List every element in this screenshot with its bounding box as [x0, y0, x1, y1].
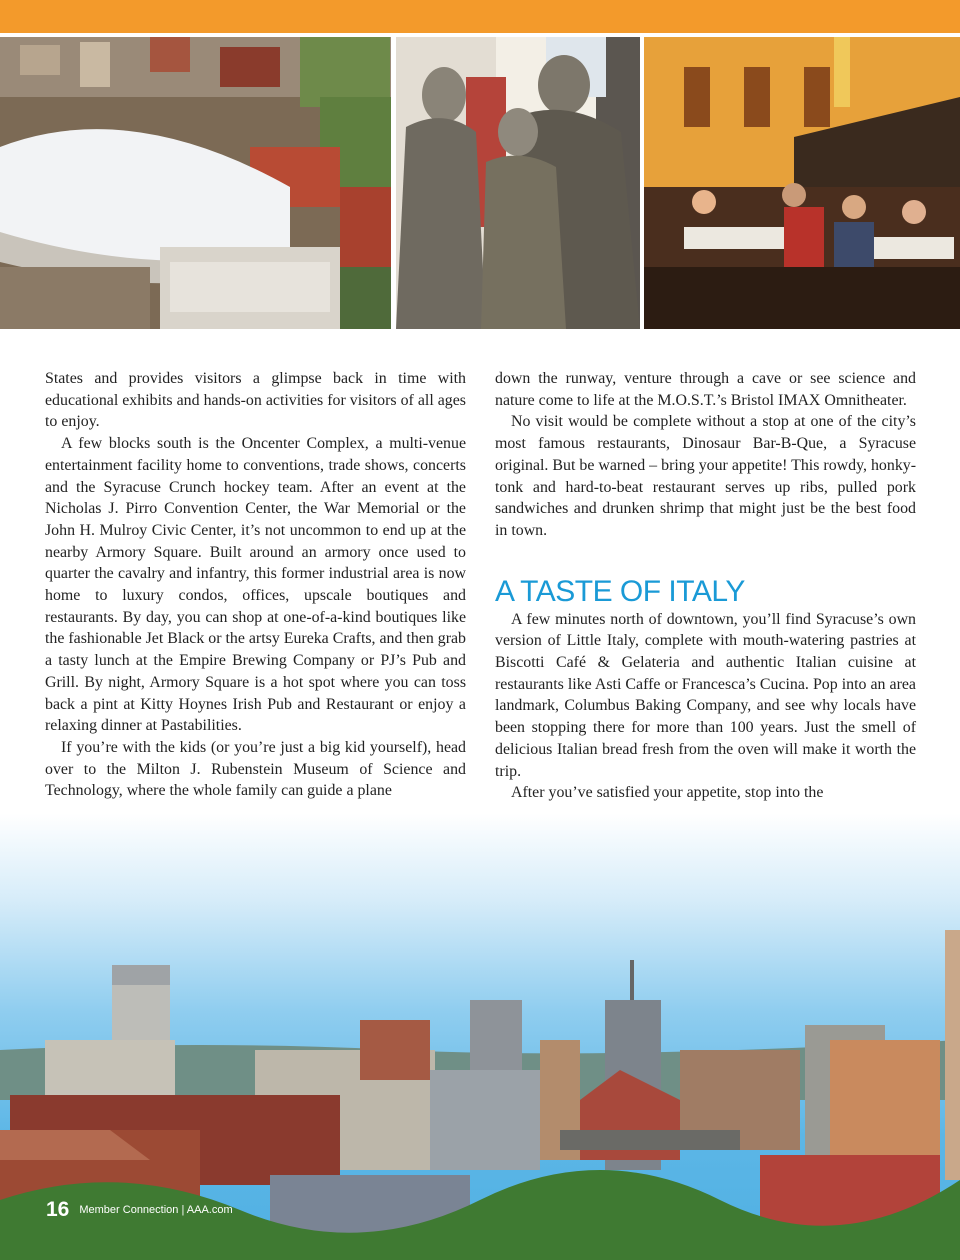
- article-paragraph: A few minutes north of downtown, you’ll find Syracuse’s own version of Little Italy, complete with mouth-watering pastries at Biscotti Café & Gelateria and authentic Italian cuisine at restaurants like Asti Caffe or Francesca’s Cucina. Pop into an area landmark, Columbus Baking Company, and see why locals have been stopping there for more than 100 years. Just the smell of delicious Italian bread fresh from the oven will make it worth the trip.: [495, 610, 916, 780]
- article-paragraph: No visit would be complete without a stop at one of the city’s most famous restaurants, Dinosaur Bar-B-Que, a Syracuse original. But be warned – bring your appetite! This rowdy, honky-tonk and hard-to-beat restaurant serves up ribs, pulled pork sandwiches and drunken shrimp that might just be the best food in town.: [495, 413, 916, 539]
- aerial-dome-stadium-photo: [0, 37, 391, 329]
- article-paragraph: down the runway, venture through a cave or see science and nature come to life at the M.O.S.T.’s Bristol IMAX Omnitheater.: [495, 370, 916, 409]
- article-left-column: [45, 368, 466, 802]
- article-paragraph: States and provides visitors a glimpse back in time with educational exhibits and hands-on activities for visitors of all ages to enjoy.: [45, 370, 466, 431]
- article-paragraph: After you’ve satisfied your appetite, stop into the: [511, 784, 824, 802]
- section-heading: A TASTE OF ITALY: [495, 574, 745, 608]
- outdoor-dining-photo: [644, 37, 960, 329]
- page-footer: [46, 1198, 233, 1222]
- top-accent-bar: [0, 0, 960, 33]
- bronze-family-statue-photo: [396, 37, 640, 329]
- article-right-column: [495, 368, 916, 804]
- publication-name: Member Connection | AAA.com: [79, 1204, 233, 1216]
- page-number: 16: [46, 1198, 70, 1221]
- article-paragraph: If you’re with the kids (or you’re just a big kid yourself), head over to the Milton J. Rubenstein Museum of Science and Technology, where the whole family can guide a plane: [45, 738, 466, 800]
- article-paragraph: A few blocks south is the Oncenter Complex, a multi-venue entertainment facility home to conventions, trade shows, concerts and the Syracuse Crunch hockey team. After an event at the Nicholas J. Pirro Convention Center, the War Memorial or the John H. Mulroy Civic Center, it’s not uncommon to end up at the nearby Armory Square. Built around an armory once used to quarter the cavalry and infantry, this former industrial area is now home to luxury condos, offices, upscale boutiques and restaurants. By day, you can shop at one-of-a-kind boutiques like the fashionable Jet Black or the artsy Eureka Crafts, and then grab a tasty lunch at the Empire Brewing Company or PJ’s Pub and Grill. By night, Armory Square is a hot spot where you can toss back a pint at Kitty Hoynes Irish Pub and Restaurant or enjoy a relaxing dinner at Pastabilities.: [45, 435, 466, 735]
